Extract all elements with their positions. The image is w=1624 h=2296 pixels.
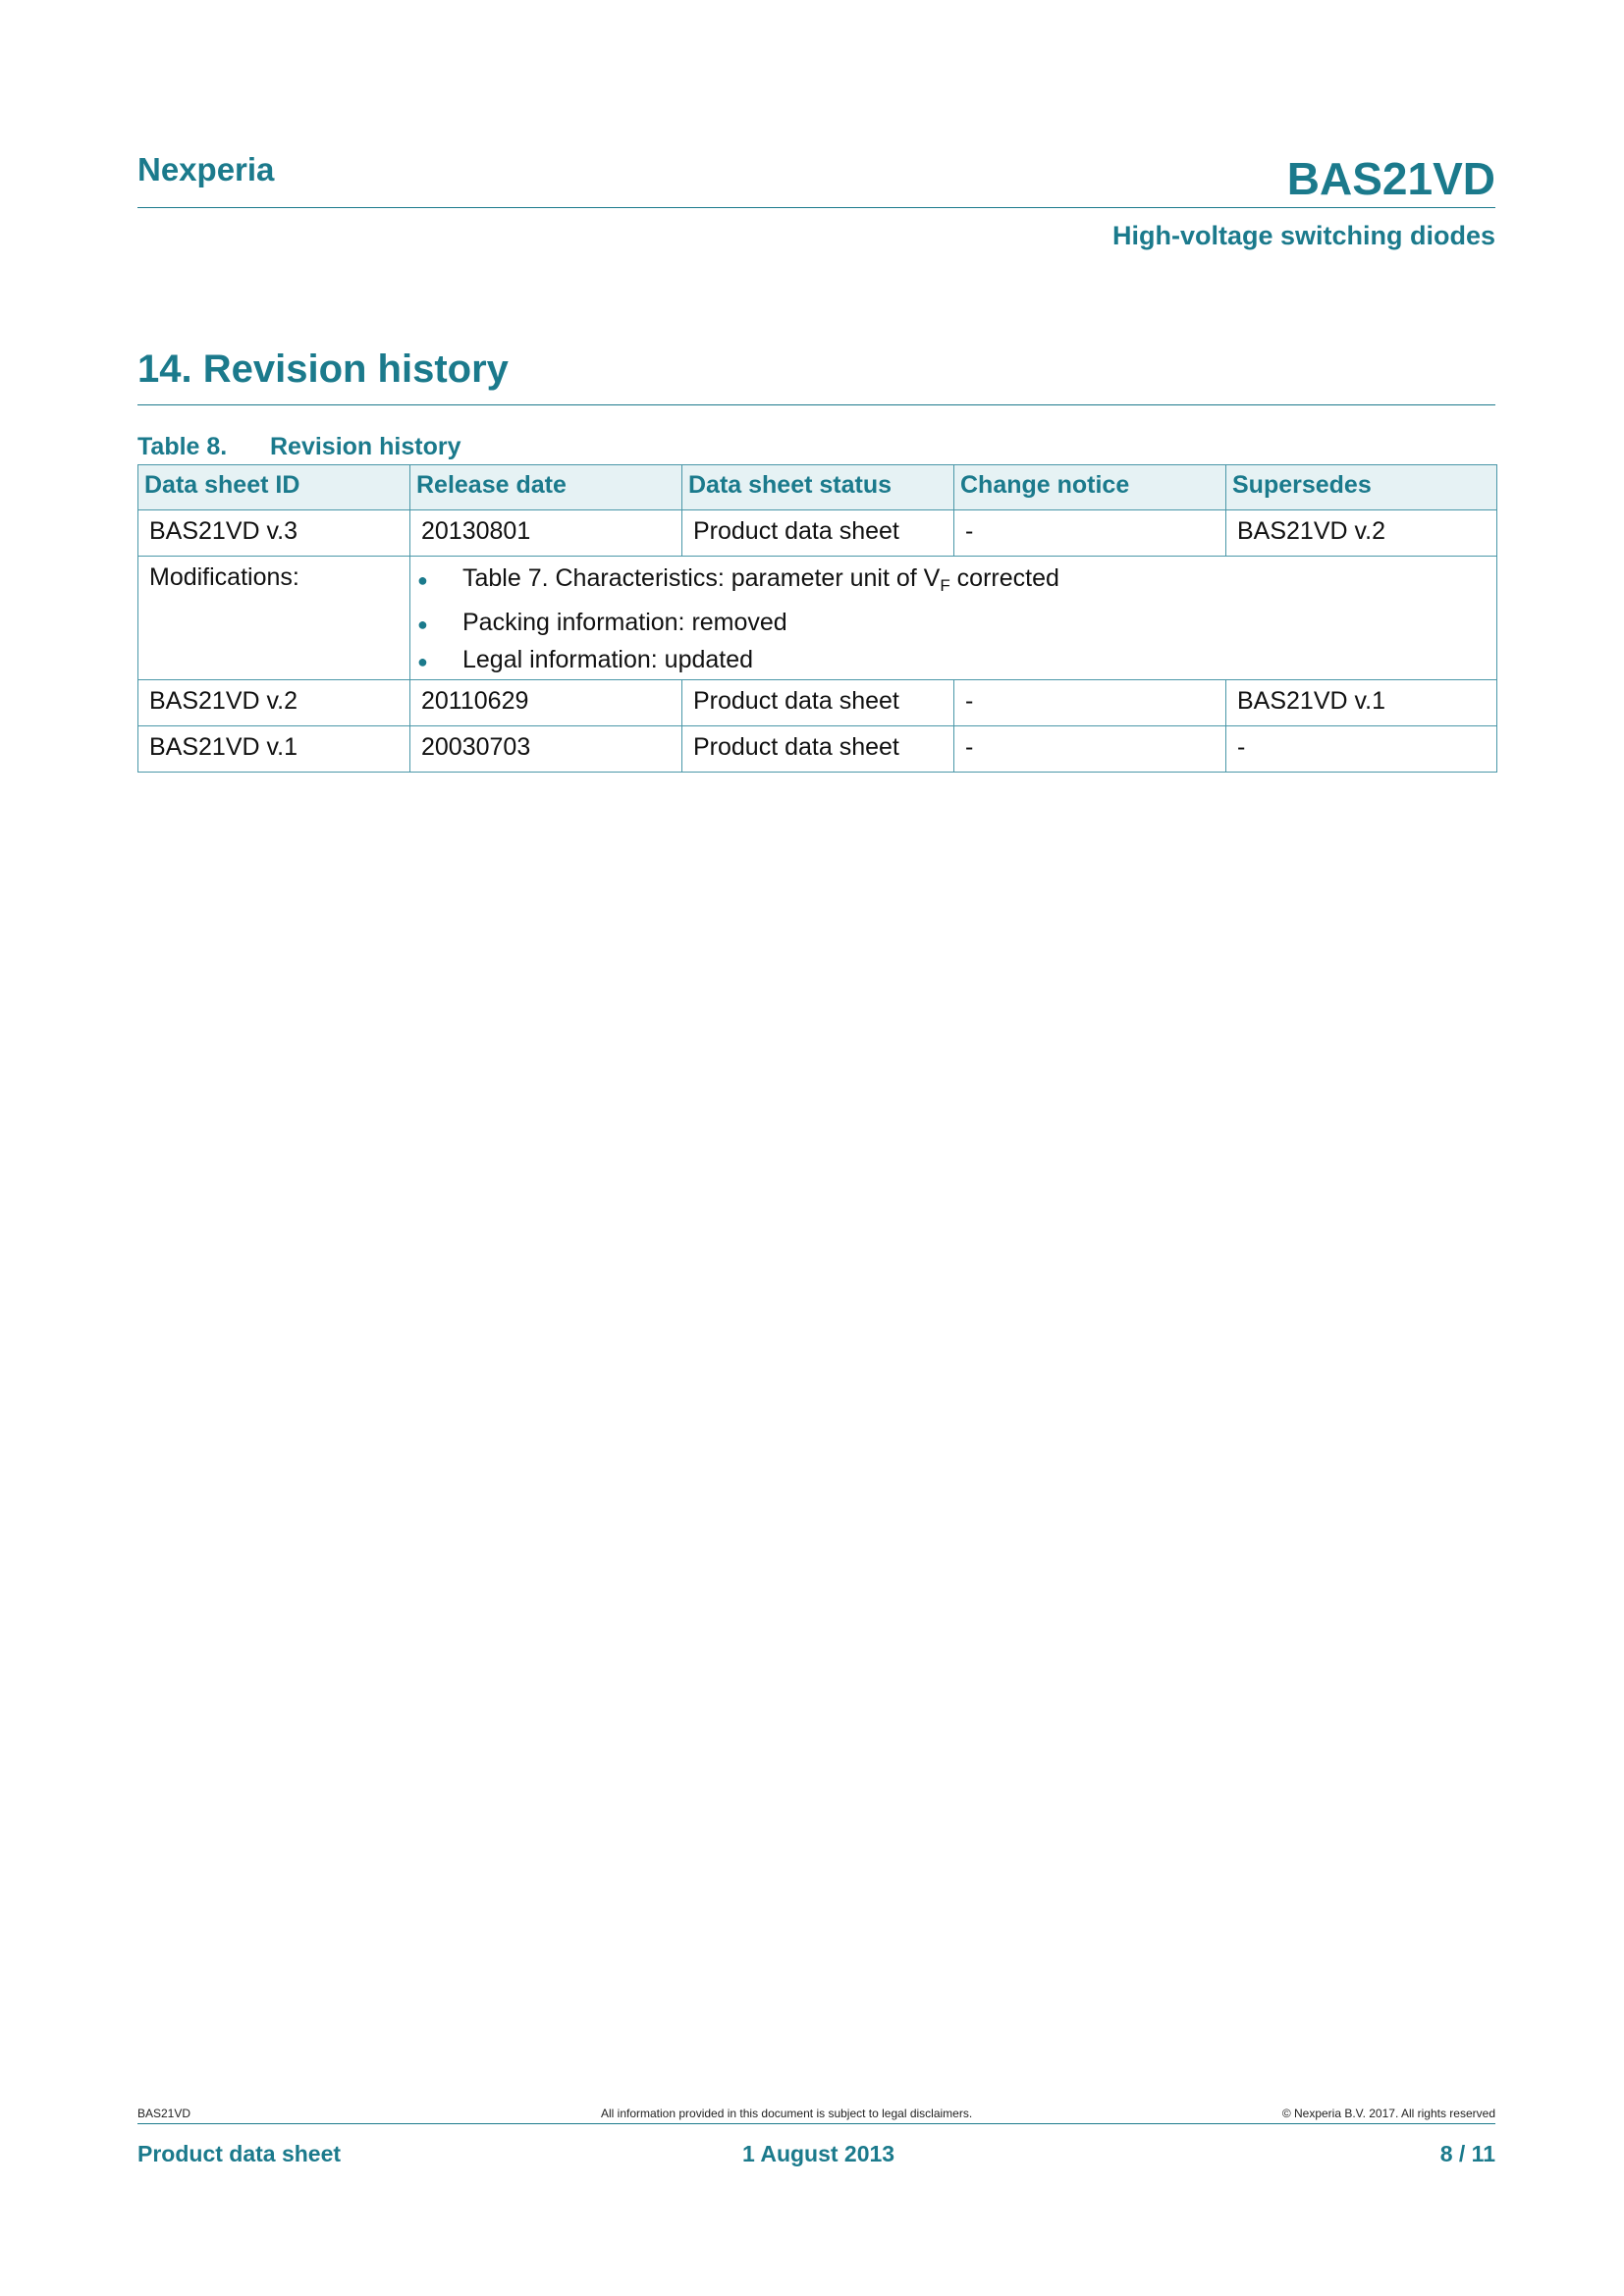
cell-change-notice: - bbox=[954, 726, 1226, 773]
modifications-label: Modifications: bbox=[138, 557, 410, 680]
modification-text: Packing information: removed bbox=[462, 609, 787, 636]
modifications-list bbox=[410, 557, 1497, 680]
modifications-row bbox=[138, 557, 1497, 680]
modification-text: Table 7. Characteristics: parameter unit of $V_F$ corrected bbox=[462, 564, 1059, 595]
cell-datasheet-id: BAS21VD v.1 bbox=[138, 726, 410, 773]
product-name: BAS21VD bbox=[1286, 153, 1495, 204]
modification-item bbox=[417, 605, 1487, 642]
table-row bbox=[138, 726, 1497, 773]
column-header: Supersedes bbox=[1226, 465, 1497, 510]
column-header: Release date bbox=[410, 465, 682, 510]
cell-release-date: 20130801 bbox=[410, 510, 682, 557]
modification-text: Legal information: updated bbox=[462, 646, 754, 673]
column-header: Data sheet status bbox=[682, 465, 954, 510]
column-header: Change notice bbox=[954, 465, 1226, 510]
section-title: 14. Revision history bbox=[137, 347, 509, 391]
cell-status: Product data sheet bbox=[682, 726, 954, 773]
cell-datasheet-id: BAS21VD v.2 bbox=[138, 680, 410, 726]
cell-status: Product data sheet bbox=[682, 680, 954, 726]
bullet-icon: ● bbox=[417, 614, 428, 634]
cell-status: Product data sheet bbox=[682, 510, 954, 557]
cell-supersedes: BAS21VD v.2 bbox=[1226, 510, 1497, 557]
cell-supersedes: - bbox=[1226, 726, 1497, 773]
bullet-icon: ● bbox=[417, 652, 428, 671]
modification-item bbox=[417, 642, 1487, 679]
footer-copyright: © Nexperia B.V. 2017. All rights reserved bbox=[1281, 2107, 1495, 2120]
page-number: 8 / 11 bbox=[1439, 2141, 1495, 2166]
table-header-row bbox=[138, 465, 1497, 510]
cell-supersedes: BAS21VD v.1 bbox=[1226, 680, 1497, 726]
table-caption bbox=[137, 433, 461, 461]
table-caption-title: Revision history bbox=[270, 433, 461, 460]
cell-change-notice: - bbox=[954, 510, 1226, 557]
cell-release-date: 20030703 bbox=[410, 726, 682, 773]
cell-change-notice: - bbox=[954, 680, 1226, 726]
cell-datasheet-id: BAS21VD v.3 bbox=[138, 510, 410, 557]
modification-item bbox=[417, 563, 1487, 601]
footer-disclaimer: All information provided in this document is subject to legal disclaimers. bbox=[601, 2107, 973, 2120]
footer-date: 1 August 2013 bbox=[742, 2141, 895, 2166]
bullet-icon: ● bbox=[417, 570, 428, 590]
footer-rule bbox=[137, 2123, 1495, 2124]
column-header: Data sheet ID bbox=[138, 465, 410, 510]
header-rule bbox=[137, 207, 1495, 208]
company-name: Nexperia bbox=[137, 151, 275, 187]
footer-doc-id: BAS21VD bbox=[137, 2107, 191, 2120]
section-rule bbox=[137, 404, 1495, 405]
table-row bbox=[138, 510, 1497, 557]
table-caption-label: Table 8. bbox=[137, 433, 228, 460]
cell-release-date: 20110629 bbox=[410, 680, 682, 726]
product-subtitle: High-voltage switching diodes bbox=[1111, 221, 1495, 250]
revision-history-table bbox=[137, 464, 1497, 773]
footer-doc-type: Product data sheet bbox=[137, 2141, 342, 2166]
table-row bbox=[138, 680, 1497, 726]
